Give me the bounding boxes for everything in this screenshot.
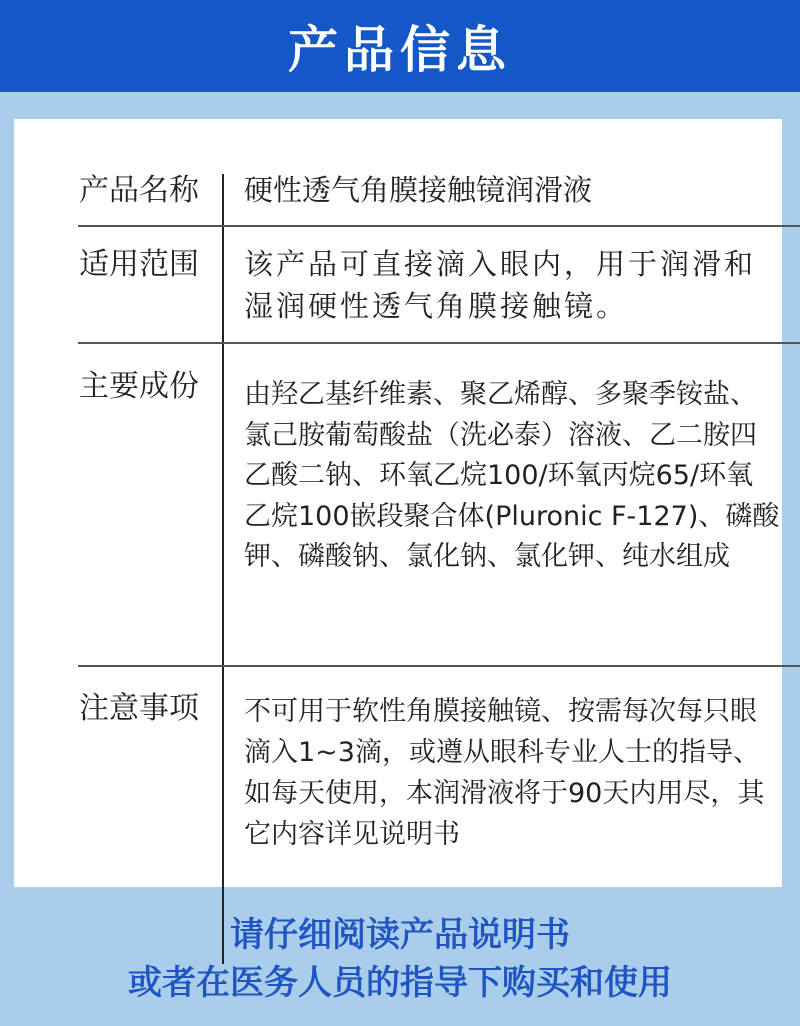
row-label: 适用范围 bbox=[79, 247, 199, 282]
footer-line-1: 请仔细阅读产品说明书 bbox=[230, 915, 570, 955]
row-value: 不可用于软性角膜接触镜、按需每次每只眼滴入1~3滴，或遵从眼科专业人士的指导、如每天使用，本润滑液将于90天内用尽，其它内容详见说明书 bbox=[244, 696, 765, 851]
row-label: 主要成份 bbox=[79, 369, 199, 404]
row-divider bbox=[78, 342, 800, 344]
row-value: 硬性透气角膜接触镜润滑液 bbox=[244, 173, 593, 207]
column-divider bbox=[222, 174, 224, 964]
page-header bbox=[0, 0, 800, 92]
footer-line-2: 或者在医务人员的指导下购买和使用 bbox=[128, 962, 672, 1003]
row-label: 注意事项 bbox=[79, 691, 199, 726]
row-value: 由羟乙基纤维素、聚乙烯醇、多聚季铵盐、氯己胺葡萄酸盐（洗必泰）溶液、乙二胺四乙酸二钠、环氧乙烷100/环氧丙烷65/环氧乙烷100嵌段聚合体(Pluronic F-127)、磷酸钾、磷酸钠、氯化钠、氯化钾、纯水组成 bbox=[244, 379, 780, 572]
row-value: 该产品可直接滴入眼内，用于润滑和湿润硬性透气角膜接触镜。 bbox=[244, 247, 757, 324]
footer-notice bbox=[0, 912, 800, 1007]
row-divider bbox=[78, 665, 800, 667]
row-label: 产品名称 bbox=[79, 173, 199, 208]
page-title: 产品信息 bbox=[288, 21, 512, 79]
row-divider bbox=[78, 225, 800, 227]
product-info-table bbox=[14, 119, 782, 887]
